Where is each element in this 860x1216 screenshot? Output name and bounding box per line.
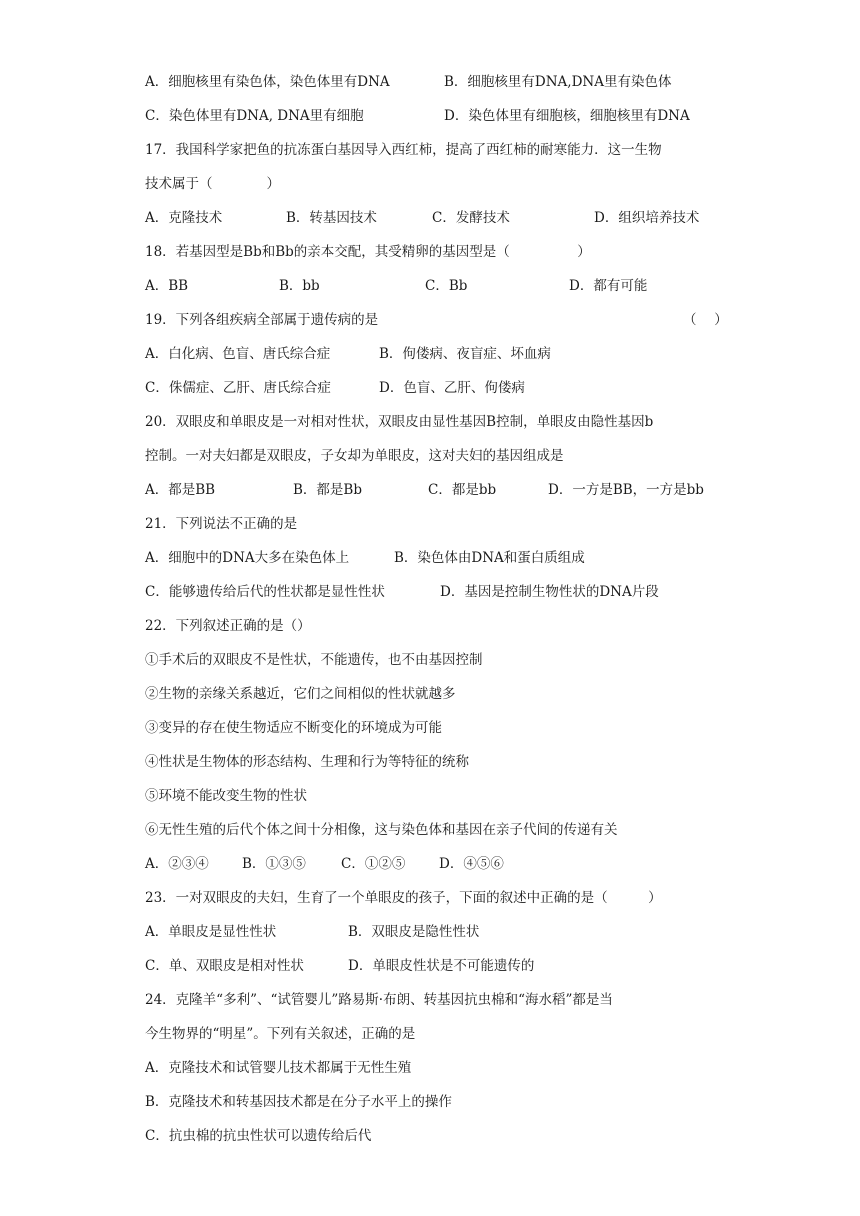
q17-option-a[interactable]: A．克隆技术: [145, 210, 223, 226]
q22-statement-2: ②生物的亲缘关系越近，它们之间相似的性状就越多: [145, 686, 456, 702]
q24-stem-line-1: 24．克隆羊“多利”、“试管婴儿”路易斯·布朗、转基因抗虫棉和“海水稻”都是当: [145, 992, 613, 1008]
q20-stem-line-1: 20．双眼皮和单眼皮是一对相对性状，双眼皮由显性基因B控制，单眼皮由隐性基因b: [145, 414, 654, 430]
q22-statement-6: ⑥无性生殖的后代个体之间十分相像，这与染色体和基因在亲子代间的传递有关: [145, 822, 618, 838]
q22-statement-3: ③变异的存在使生物适应不断变化的环境成为可能: [145, 720, 442, 736]
q22-option-d[interactable]: D．④⑤⑥: [439, 856, 504, 872]
q19-option-a[interactable]: A．白化病、色盲、唐氏综合症: [145, 346, 331, 362]
q18-option-b[interactable]: B．bb: [279, 278, 320, 294]
q23-option-d[interactable]: D．单眼皮性状是不可能遗传的: [348, 958, 535, 974]
q22-option-b[interactable]: B．①③⑤: [242, 856, 306, 872]
q23-option-c[interactable]: C．单、双眼皮是相对性状: [145, 958, 304, 974]
q22-stem: 22．下列叙述正确的是（）: [145, 618, 311, 634]
q16-option-a[interactable]: A．细胞核里有染色体，染色体里有DNA: [145, 74, 390, 90]
q16-option-c[interactable]: C．染色体里有DNA, DNA里有细胞: [145, 108, 364, 124]
q18-stem: 18．若基因型是Bb和Bb的亲本交配，其受精卵的基因型是（ ）: [145, 244, 591, 260]
q17-stem-line-2: 技术属于（ ）: [145, 176, 280, 192]
q20-option-c[interactable]: C．都是bb: [428, 482, 497, 498]
q16-option-b[interactable]: B．细胞核里有DNA,DNA里有染色体: [444, 74, 672, 90]
q18-option-d[interactable]: D．都有可能: [569, 278, 648, 294]
q17-option-c[interactable]: C．发酵技术: [432, 210, 510, 226]
q20-option-a[interactable]: A．都是BB: [145, 482, 216, 498]
q23-option-b[interactable]: B．双眼皮是隐性性状: [348, 924, 480, 940]
q21-stem: 21．下列说法不正确的是: [145, 516, 298, 532]
q21-option-b[interactable]: B．染色体由DNA和蛋白质组成: [394, 550, 585, 566]
q21-option-d[interactable]: D．基因是控制生物性状的DNA片段: [440, 584, 659, 600]
q22-option-a[interactable]: A．②③④: [145, 856, 209, 872]
q22-statement-1: ①手术后的双眼皮不是性状，不能遗传，也不由基因控制: [145, 652, 483, 668]
q19-option-d[interactable]: D．色盲、乙肝、佝偻病: [379, 380, 525, 396]
q24-option-a[interactable]: A．克隆技术和试管婴儿技术都属于无性生殖: [145, 1060, 412, 1076]
q22-statement-4: ④性状是生物体的形态结构、生理和行为等特征的统称: [145, 754, 469, 770]
q19-option-b[interactable]: B．佝偻病、夜盲症、坏血病: [379, 346, 551, 362]
q24-option-c[interactable]: C．抗虫棉的抗虫性状可以遗传给后代: [145, 1128, 372, 1144]
q21-option-a[interactable]: A．细胞中的DNA大多在染色体上: [145, 550, 350, 566]
q17-stem-line-1: 17．我国科学家把鱼的抗冻蛋白基因导入西红柿，提高了西红柿的耐寒能力．这一生物: [145, 142, 662, 158]
q19-stem: [145, 307, 728, 333]
q18-option-c[interactable]: C．Bb: [425, 278, 468, 294]
q24-option-b[interactable]: B．克隆技术和转基因技术都是在分子水平上的操作: [145, 1094, 452, 1110]
q22-option-c[interactable]: C．①②⑤: [341, 856, 406, 872]
q23-option-a[interactable]: A．单眼皮是显性性状: [145, 924, 277, 940]
q22-statement-5: ⑤环境不能改变生物的性状: [145, 788, 307, 804]
q20-option-b[interactable]: B．都是Bb: [293, 482, 362, 498]
q17-option-b[interactable]: B．转基因技术: [286, 210, 377, 226]
q17-option-d[interactable]: D．组织培养技术: [594, 210, 700, 226]
q20-stem-line-2: 控制。一对夫妇都是双眼皮，子女却为单眼皮，这对夫妇的基因组成是: [145, 448, 564, 464]
q23-stem: 23．一对双眼皮的夫妇，生育了一个单眼皮的孩子，下面的叙述中正确的是（ ）: [145, 890, 662, 906]
q18-option-a[interactable]: A．BB: [145, 278, 189, 294]
q24-stem-line-2: 今生物界的“明星”。下列有关叙述，正确的是: [145, 1026, 416, 1042]
q19-stem-text: 19．下列各组疾病全部属于遗传病的是: [145, 312, 379, 328]
q20-option-d[interactable]: D．一方是BB，一方是bb: [548, 482, 704, 498]
q21-option-c[interactable]: C．能够遗传给后代的性状都是显性性状: [145, 584, 385, 600]
q19-answer-bracket: （ ）: [683, 312, 728, 328]
q16-option-d[interactable]: D．染色体里有细胞核，细胞核里有DNA: [444, 108, 690, 124]
q19-option-c[interactable]: C．侏儒症、乙肝、唐氏综合症: [145, 380, 331, 396]
